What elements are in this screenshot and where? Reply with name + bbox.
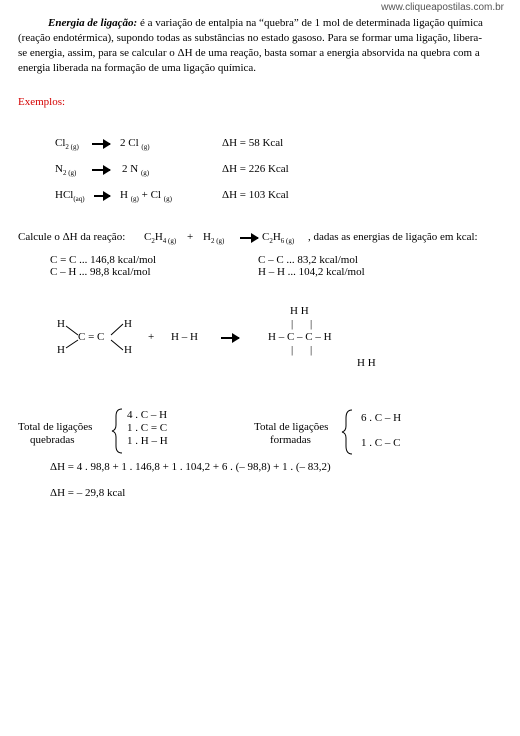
example-1-reactant: $Cl_{2 (g)}$ [55, 137, 79, 152]
ethane-top-bond-1: | [291, 318, 294, 330]
ethene-h-bottom-left: H [57, 344, 65, 356]
calc-plus: + [187, 231, 194, 243]
example-1-product: 2 Cl $_{(g)}$ [120, 137, 150, 152]
energy-cc-double: C = C ... 146,8 kcal/mol [50, 254, 157, 266]
ethane-chain: H – C – C – H [268, 331, 332, 343]
example-2-reactant: $N_{2 (g)}$ [55, 163, 77, 178]
structure-plus: + [148, 331, 155, 343]
examples-title: Exemplos: [18, 96, 66, 108]
formed-label-1: Total de ligações [254, 421, 329, 433]
site-watermark: www.cliqueapostilas.com.br [381, 2, 504, 13]
ethane-bottom-h: H H [357, 357, 376, 369]
example-3-reactant: HCl$_{(aq)}$ [55, 189, 85, 204]
ethene-center: C = C [78, 331, 105, 343]
formed-item-2: 1 . C – C [361, 437, 401, 449]
example-3-dh: ΔH = 103 Kcal [222, 189, 289, 201]
ethane-top-h: H H [290, 305, 309, 317]
calc-reactant-1: $C_2H_{4 (g)}$ [144, 231, 177, 246]
broken-label-2: quebradas [30, 434, 75, 446]
ethene-h-bottom-right: H [124, 344, 132, 356]
ethene-h-top-right: H [124, 318, 132, 330]
example-3-product: H $_{(g)}$ + Cl $_{(g)}$ [120, 189, 172, 204]
example-1-dh: ΔH = 58 Kcal [222, 137, 284, 149]
calc-product: $C_2H_{6 (g)}$ [262, 231, 295, 246]
broken-label-1: Total de ligações [18, 421, 93, 433]
ethane-top-bond-2: | [310, 318, 313, 330]
broken-item-2: 1 . C = C [127, 422, 168, 434]
hydrogen-molecule: H – H [171, 331, 198, 343]
example-2-product: 2 N $_{(g)}$ [122, 163, 150, 178]
energy-hh: H – H ... 104,2 kcal/mol [258, 266, 365, 278]
enthalpy-equation: ΔH = 4 . 98,8 + 1 . 146,8 + 1 . 104,2 + 6 . (– 98,8) + 1 . (– 83,2) [50, 461, 331, 473]
energy-cc-single: C – C ... 83,2 kcal/mol [258, 254, 358, 266]
ethane-bottom-bond-1: | [291, 344, 294, 356]
calc-suffix: , dadas as energias de ligação em kcal: [308, 231, 478, 243]
broken-item-1: 4 . C – H [127, 409, 168, 421]
intro-text: é a variação de entalpia na “quebra” de 1 mol de determinada ligação química (reação endotérmica), supondo todas as substâncias no estado gasoso. Para se formar uma ligação, libera-se energia, assim, para se calcular o ΔH de uma reação, basta somar a energia absorvida na quebra com a energia liberada na formação de uma ligação química. [18, 17, 483, 74]
calc-prompt: Calcule o ΔH da reação: [18, 231, 126, 243]
enthalpy-result: ΔH = – 29,8 kcal [50, 487, 126, 499]
formed-label-2: formadas [270, 434, 311, 446]
ethane-bottom-bond-2: | [310, 344, 313, 356]
example-2-dh: ΔH = 226 Kcal [222, 163, 289, 175]
formed-item-1: 6 . C – H [361, 412, 402, 424]
broken-item-3: 1 . H – H [127, 435, 168, 447]
calc-reactant-2: $H_{2 (g)}$ [203, 231, 225, 246]
ethene-h-top-left: H [57, 318, 65, 330]
energy-ch: C – H ... 98,8 kcal/mol [50, 266, 151, 278]
intro-lead: Energia de ligação: [48, 17, 138, 29]
